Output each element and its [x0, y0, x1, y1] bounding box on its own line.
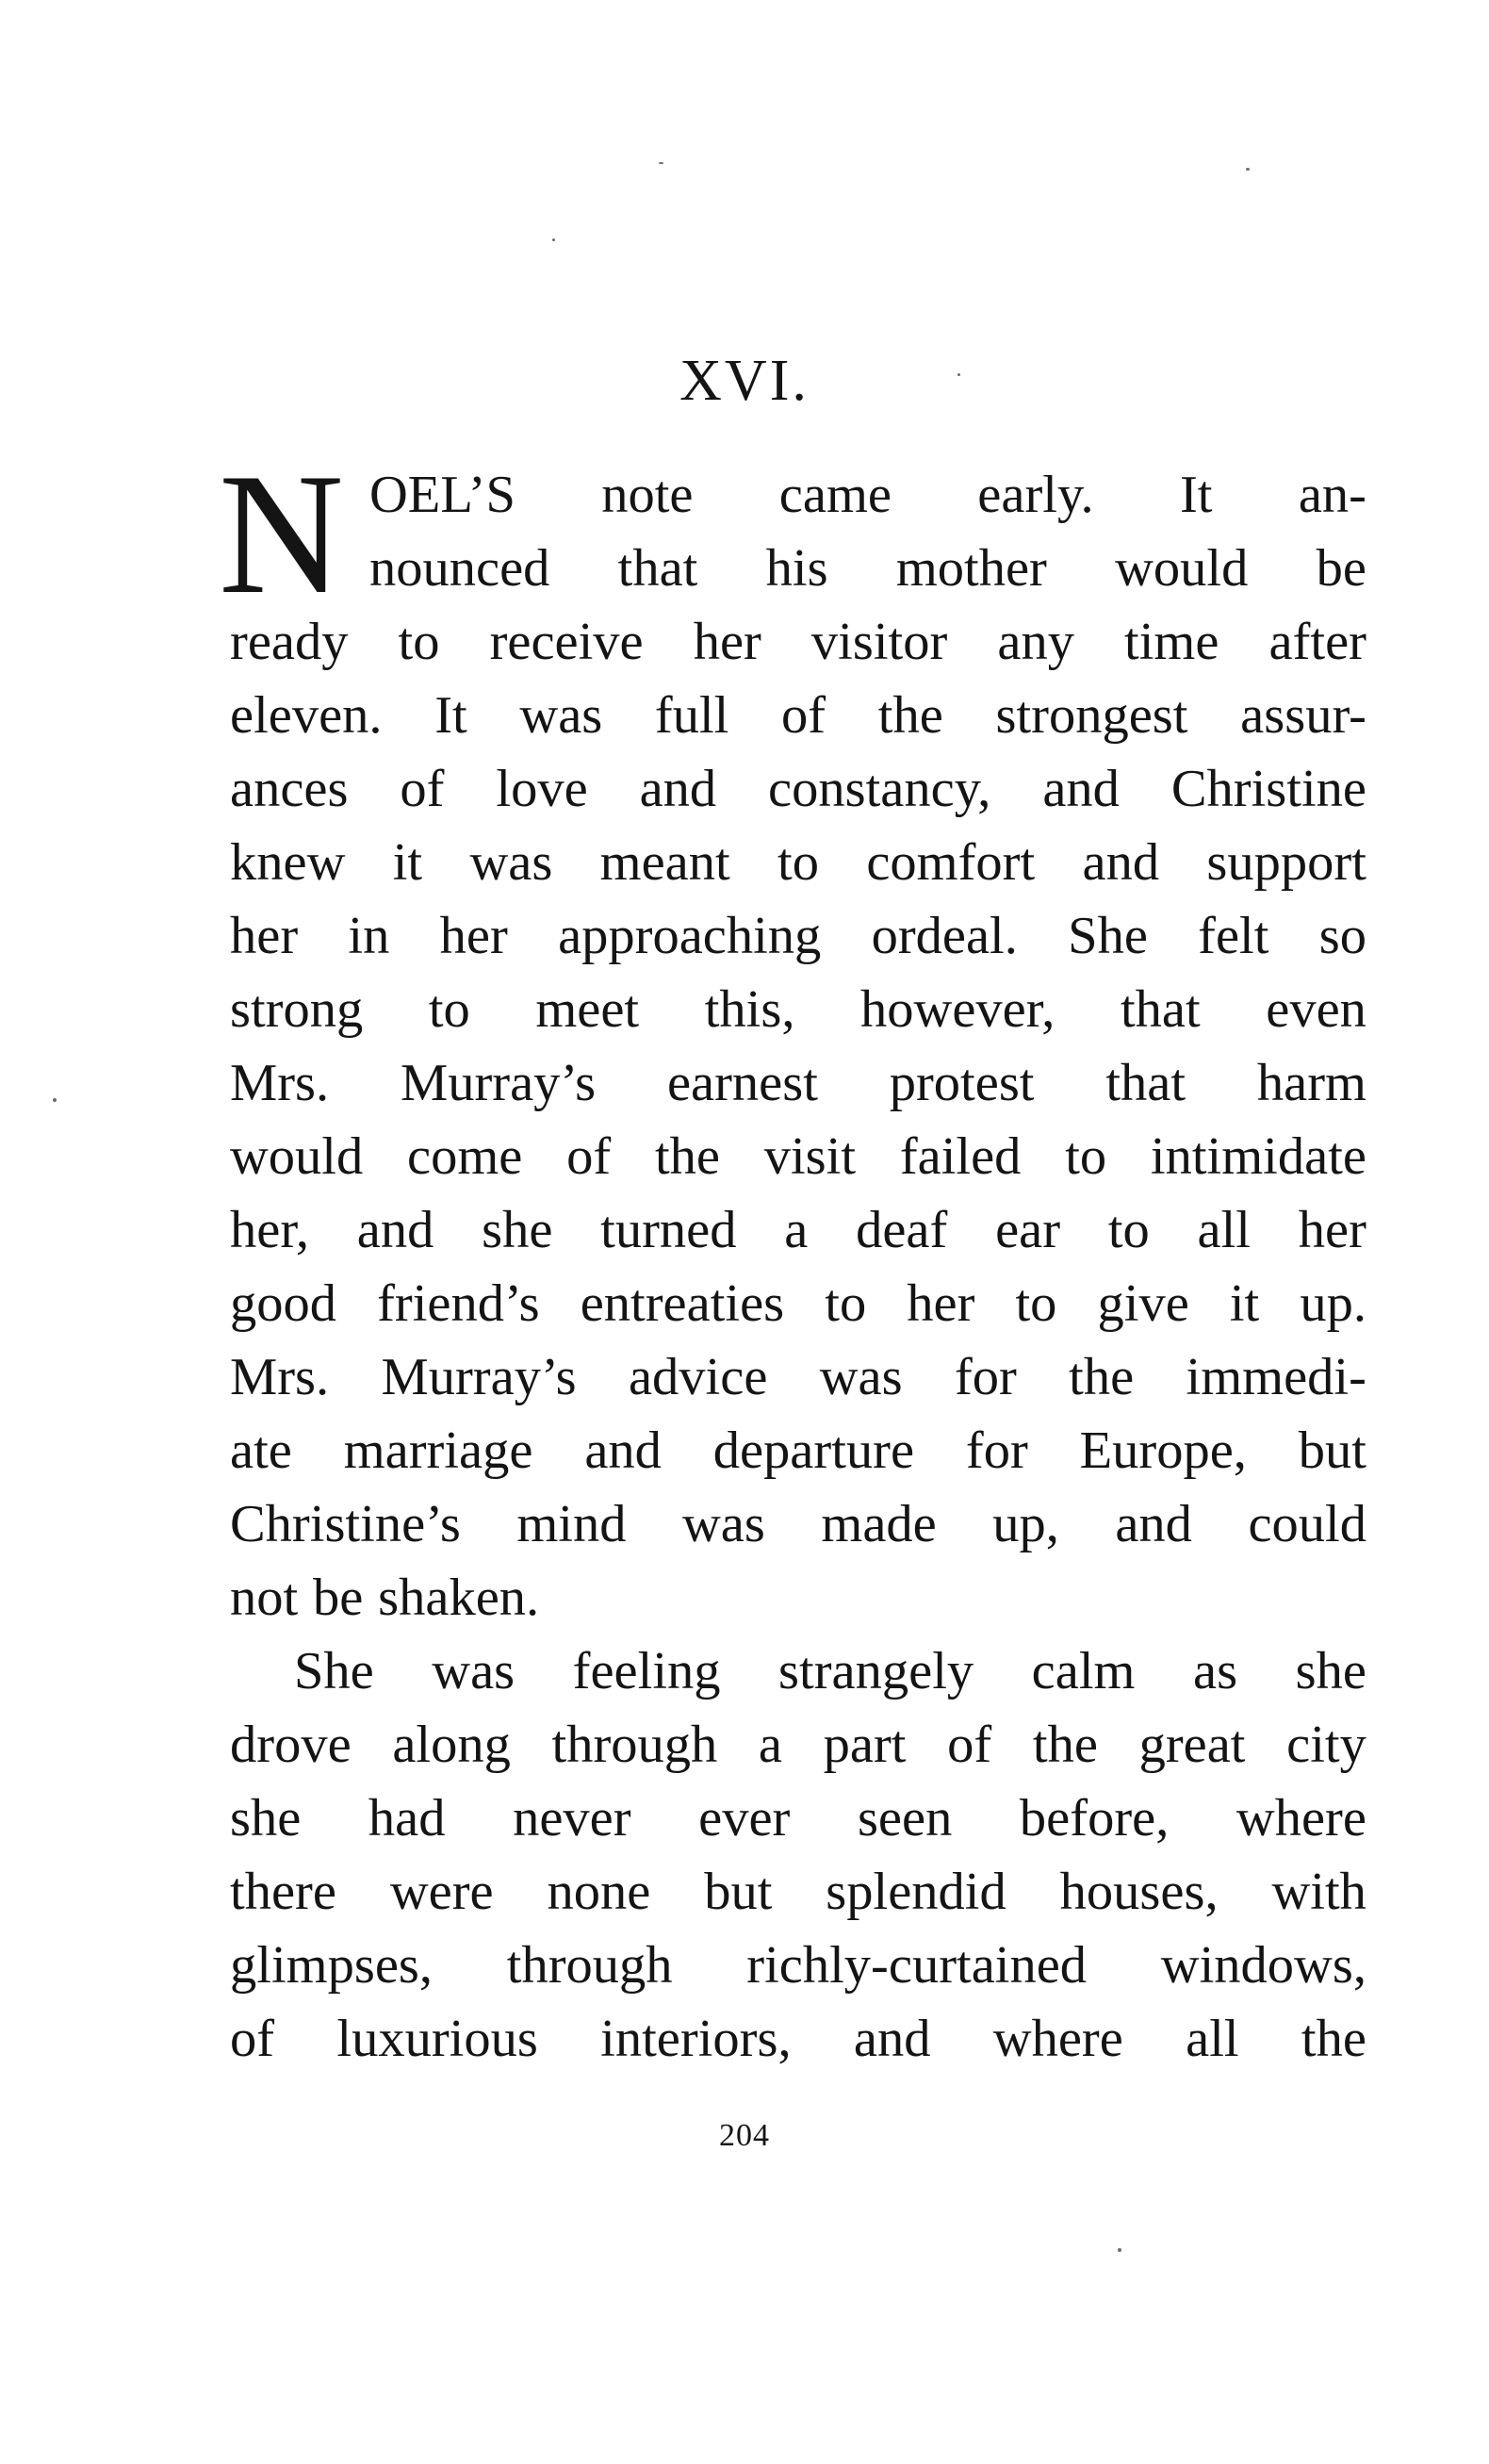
text-line: of luxurious interiors, and where all the [230, 2010, 1366, 2068]
text-line: good friend’s entreaties to her to give it up. [230, 1274, 1366, 1333]
text-line: there were none but splendid houses, with [230, 1863, 1366, 1921]
text-line: Christine’s mind was made up, and could [230, 1495, 1366, 1553]
drop-cap: N [219, 437, 344, 630]
text-line: would come of the visit failed to intimidate [230, 1127, 1366, 1186]
text-line: ances of love and constancy, and Christine [230, 760, 1366, 818]
text-line: eleven. It was full of the strongest assur- [230, 686, 1366, 745]
body-text [219, 437, 1366, 2076]
text-line: OEL’S note came early. It an- [369, 466, 1366, 524]
text-line: strong to meet this, however, that even [230, 980, 1366, 1039]
text-line: ready to receive her visitor any time after [230, 613, 1366, 671]
text-line: she had never ever seen before, where [230, 1789, 1366, 1848]
paper-speck [53, 1098, 57, 1102]
text-line: Mrs. Murray’s earnest protest that harm [230, 1054, 1366, 1112]
text-line: nounced that his mother would be [369, 539, 1366, 598]
text-line: She was feeling strangely calm as she [294, 1642, 1366, 1700]
paper-speck [1246, 168, 1250, 171]
text-line: glimpses, through richly-curtained windows, [230, 1936, 1366, 1995]
chapter-title: XVI. [679, 349, 810, 413]
paper-speck [659, 162, 663, 164]
text-line: her, and she turned a deaf ear to all her [230, 1201, 1366, 1259]
text-line: her in her approaching ordeal. She felt so [230, 907, 1366, 965]
paper-speck [1118, 2248, 1121, 2252]
text-line: not be shaken. [230, 1569, 540, 1627]
text-line: knew it was meant to comfort and support [230, 833, 1366, 892]
text-line: ate marriage and departure for Europe, but [230, 1421, 1366, 1480]
text-line: drove along through a part of the great city [230, 1716, 1366, 1774]
text-line: Mrs. Murray’s advice was for the immedi- [230, 1348, 1366, 1406]
paper-speck [552, 238, 555, 241]
page-number: 204 [719, 2118, 770, 2153]
